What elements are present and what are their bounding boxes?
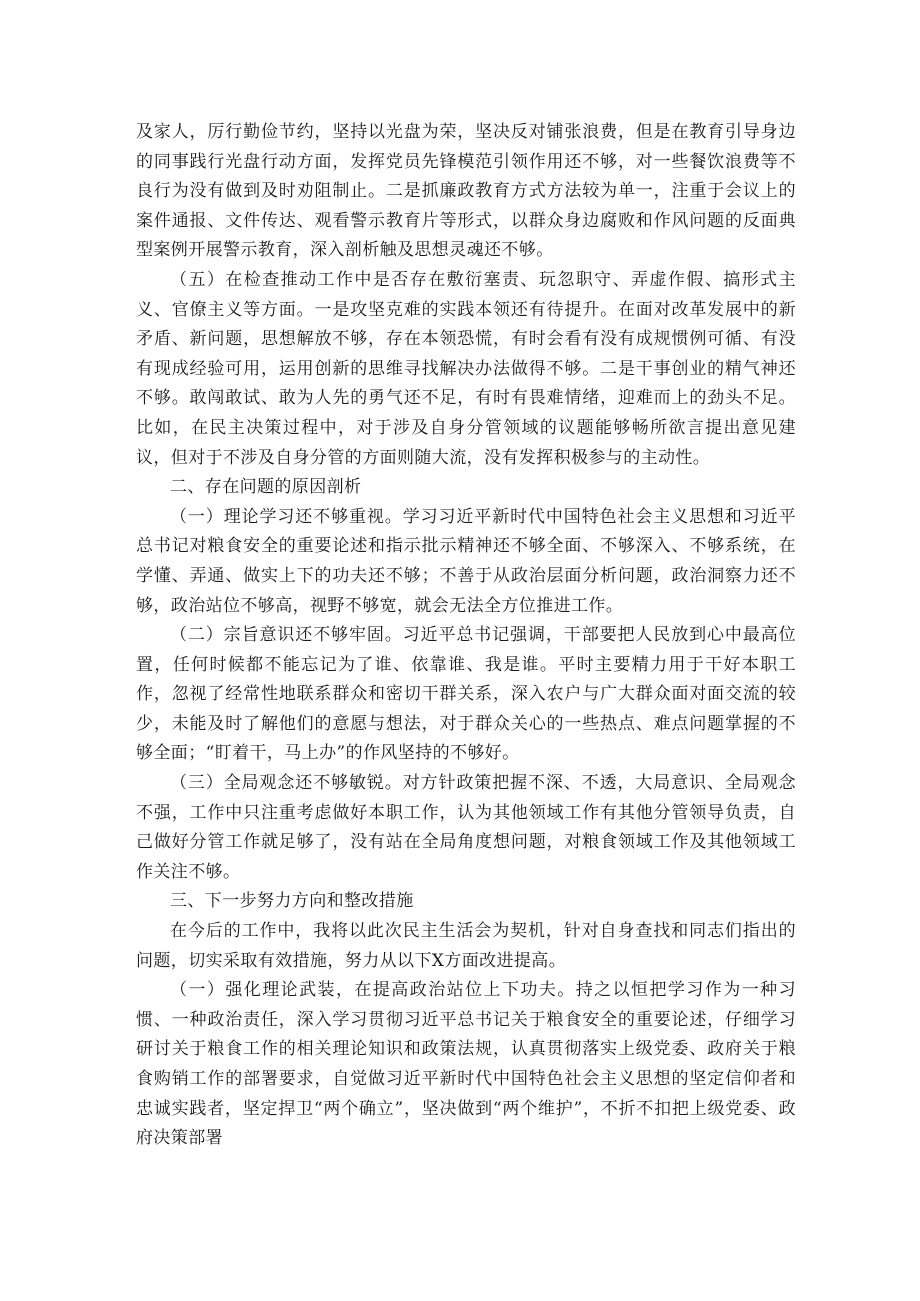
paragraph-cause-two: （二）宗旨意识还不够牢固。习近平总书记强调，干部要把人民放到心中最高位置，任何时候都不能忘记为了谁、依靠谁、我是谁。平时主要精力用于干好本职工作，忽视了经常性地联系群众和密切干群关系，深入农户与广大群众面对面交流的较少，未能及时了解他们的意愿与想法，对于群众关心的一些热点、难点问题掌握的不够全面；“盯着干，马上办”的作风坚持的不够好。: [136, 625, 796, 764]
paragraph-continuation: 及家人，厉行勤俭节约，坚持以光盘为荣，坚决反对铺张浪费，但是在教育引导身边的同事践行光盘行动方面，发挥党员先锋模范引领作用还不够，对一些餐饮浪费等不良行为没有做到及时劝阻制止。二是抓廉政教育方式方法较为单一，注重于会议上的案件通报、文件传达、观看警示教育片等形式，以群众身边腐败和作风问题的反面典型案例开展警示教育，深入剖析触及思想灵魂还不够。: [136, 122, 796, 261]
paragraph-cause-three: （三）全局观念还不够敏锐。对方针政策把握不深、不透，大局意识、全局观念不强，工作中只注重考虑做好本职工作，认为其他领域工作有其他分管领导负责，自己做好分管工作就足够了，没有站在全局角度想问题，对粮食领域工作及其他领域工作关注不够。: [136, 773, 796, 882]
heading-cause-analysis: 二、存在问题的原因剖析: [170, 477, 362, 498]
heading-next-steps: 三、下一步努力方向和整改措施: [170, 891, 414, 912]
document-page: [136, 118, 796, 1154]
paragraph-next-steps-intro: 在今后的工作中，我将以此次民主生活会为契机，针对自身查找和同志们指出的问题，切实采取有效措施，努力从以下X方面改进提高。: [136, 921, 796, 971]
paragraph-section-five: （五）在检查推动工作中是否存在敷衍塞责、玩忽职守、弄虚作假、搞形式主义、官僚主义等方面。一是攻坚克难的实践本领还有待提升。在面对改革发展中的新矛盾、新问题，思想解放不够，存在本领恐慌，有时会看有没有成规惯例可循、有没有现成经验可用，运用创新的思维寻找解决办法做得不够。二是干事创业的精气神还不够。敢闯敢试、敢为人先的勇气还不足，有时有畏难情绪，迎难而上的劲头不足。比如，在民主决策过程中，对于涉及自身分管领域的议题能够畅所欲言提出意见建议，但对于不涉及自身分管的方面则随大流，没有发挥积极参与的主动性。: [136, 269, 796, 468]
paragraph-cause-one: （一）理论学习还不够重视。学习习近平新时代中国特色社会主义思想和习近平总书记对粮食安全的重要论述和指示批示精神还不够全面、不够深入、不够系统，在学懂、弄通、做实上下的功夫还不够；不善于从政治层面分析问题，政治洞察力还不够，政治站位不够高，视野不够宽，就会无法全方位推进工作。: [136, 506, 796, 616]
paragraph-measure-one: （一）强化理论武装，在提高政治站位上下功夫。持之以恒把学习作为一种习惯、一种政治责任，深入学习贯彻习近平总书记关于粮食安全的重要论述，仔细学习研讨关于粮食工作的相关理论知识和政策法规，认真贯彻落实上级党委、政府关于粮食购销工作的部署要求，自觉做习近平新时代中国特色社会主义思想的坚定信仰者和忠诚实践者，坚定捍卫“两个确立”，坚决做到“两个维护”，不折不扣把上级党委、政府决策部署: [136, 980, 796, 1149]
